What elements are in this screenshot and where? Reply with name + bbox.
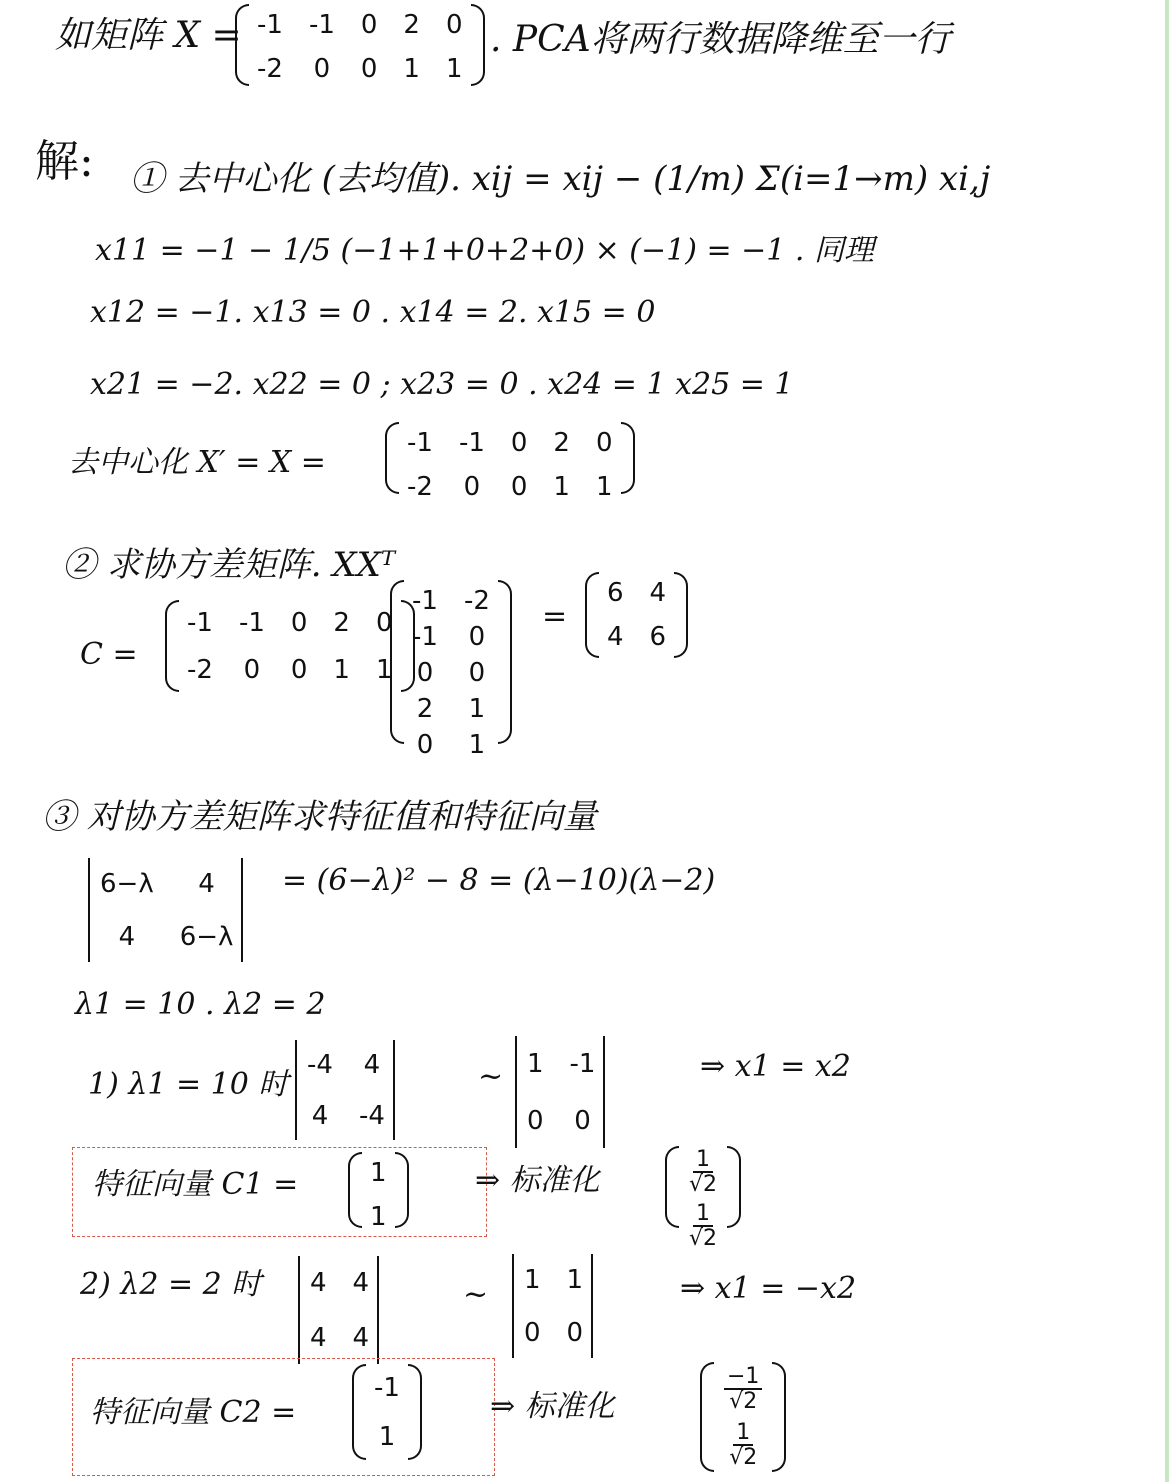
step2-left-matrix — [165, 600, 415, 692]
case2-vector-label: 特征向量 C2 = — [90, 1395, 297, 1430]
matrix-cell: -1 — [257, 10, 283, 40]
bracket-right — [621, 422, 635, 494]
matrix-cell: 0 — [527, 1105, 544, 1136]
matrix-cell: 1 — [468, 730, 486, 760]
case2-implies: ⇒ x1 = −x2 — [680, 1271, 857, 1306]
matrix-cell: 6 — [607, 578, 624, 608]
bracket-left — [165, 600, 179, 692]
bracket-left — [235, 4, 249, 86]
matrix-cell: 1 — [370, 1158, 387, 1188]
bracket-right — [772, 1362, 786, 1472]
case1-label: 1) λ1 = 10 时 — [88, 1067, 289, 1102]
step2-c-label: C = — [80, 637, 138, 672]
matrix-cell: 0 — [313, 54, 331, 84]
matrix-cell: 0 — [243, 654, 261, 685]
fraction-numerator: 1 — [693, 1202, 713, 1227]
matrix-cell: 4 — [118, 921, 136, 952]
bracket-left — [385, 422, 399, 494]
matrix-cell: 4 — [607, 622, 624, 652]
matrix-cell: 2 — [416, 694, 434, 724]
matrix-cell: -1 — [569, 1048, 596, 1079]
matrix-cell: -2 — [187, 654, 213, 685]
step1-row2: x21 = −2. x22 = 0 ; x23 = 0 . x24 = 1 x25 = 1 — [90, 367, 794, 402]
bracket-right — [393, 1040, 397, 1140]
case2-matrix — [298, 1256, 381, 1364]
fraction-numerator: −1 — [724, 1365, 762, 1390]
case2-reduced-matrix — [512, 1254, 595, 1358]
bracket-right — [241, 858, 245, 962]
step1-result-matrix — [385, 422, 635, 502]
matrix-cell: 1 — [378, 1421, 396, 1452]
matrix-cell: 1 — [445, 54, 463, 84]
step3-eigenvalues: λ1 = 10 . λ2 = 2 — [75, 987, 326, 1022]
fraction-numerator: 1 — [733, 1421, 753, 1446]
step1-heading: ① 去中心化 (去均值). xij = xij − (1/m) Σ(i=1→m) xi,j — [130, 159, 991, 199]
matrix-cell: 2 — [333, 607, 350, 638]
matrix-cell: 0 — [416, 658, 434, 688]
matrix-cell: 4 — [649, 578, 667, 608]
question-matrix — [235, 4, 485, 86]
matrix-cell: 1 — [527, 1048, 544, 1079]
matrix-cell: 2 — [553, 428, 570, 458]
matrix-cell: -1 — [407, 428, 433, 458]
bracket-right — [674, 572, 688, 658]
matrix-cell: 0 — [360, 54, 378, 84]
matrix-cell: 1 — [524, 1264, 541, 1295]
case2-label: 2) λ2 = 2 时 — [80, 1267, 262, 1302]
bracket-left — [585, 572, 599, 658]
step1-calc: x11 = −1 − 1/5 (−1+1+0+2+0) × (−1) = −1 . 同理 — [95, 233, 874, 268]
case1-normalize-label: ⇒ 标准化 — [475, 1163, 600, 1198]
step1-result-label: 去中心化 X′ = X = — [68, 445, 326, 480]
matrix-cell: 0 — [510, 472, 528, 502]
matrix-cell: 4 — [352, 1267, 370, 1298]
case1-vector — [348, 1152, 409, 1232]
matrix-cell: 4 — [363, 1049, 381, 1080]
matrix-cell: 4 — [310, 1267, 327, 1298]
matrix-cell: -1 — [412, 586, 438, 616]
page-edge-strip — [1165, 0, 1169, 1482]
matrix-cell: -1 — [374, 1372, 400, 1403]
step3-det-expansion: = (6−λ)² − 8 = (λ−10)(λ−2) — [282, 863, 716, 898]
matrix-cell: 1 — [370, 1202, 387, 1232]
matrix-cell: 6−λ — [179, 921, 234, 952]
matrix-cell: -1 — [412, 622, 438, 652]
matrix-cell: 0 — [290, 654, 308, 685]
bracket-right — [395, 1152, 409, 1228]
matrix-cell: 0 — [524, 1317, 541, 1348]
case2-normalized-vector — [700, 1362, 786, 1472]
fraction-denominator: √2 — [689, 1172, 718, 1198]
matrix-cell: 1 — [553, 472, 570, 502]
fraction-denominator: √2 — [729, 1389, 758, 1414]
matrix-cell: -2 — [407, 472, 433, 502]
matrix-cell: 1 — [403, 54, 420, 84]
fraction — [689, 1202, 717, 1250]
step2-result-matrix — [585, 572, 688, 658]
step1-row1: x12 = −1. x13 = 0 . x14 = 2. x15 = 0 — [90, 295, 656, 330]
fraction — [689, 1148, 717, 1196]
step2-equals: = — [542, 599, 568, 634]
matrix-cell: 4 — [198, 868, 215, 899]
matrix-cell: -2 — [463, 586, 490, 616]
matrix-cell: -2 — [257, 54, 283, 84]
case1-vector-label: 特征向量 C1 = — [92, 1167, 299, 1202]
matrix-cell: 1 — [468, 694, 486, 724]
case1-reduced-matrix — [515, 1036, 607, 1148]
matrix-cell: 0 — [510, 428, 528, 458]
matrix-cell: 0 — [468, 622, 486, 652]
fraction-numerator: 1 — [693, 1148, 713, 1173]
matrix-cell: 2 — [403, 10, 420, 40]
matrix-cell: 4 — [352, 1322, 370, 1353]
matrix-cell: 4 — [311, 1100, 329, 1131]
question-task: . PCA将两行数据降维至一行 — [490, 19, 951, 60]
matrix-cell: 0 — [416, 730, 434, 760]
step3-determinant — [88, 858, 245, 962]
bracket-right — [603, 1036, 607, 1148]
matrix-cell: 0 — [360, 10, 378, 40]
matrix-cell: -4 — [307, 1049, 333, 1080]
solution-label: 解: — [35, 136, 94, 187]
case1-matrix — [295, 1040, 397, 1140]
bracket-left — [665, 1146, 679, 1228]
case2-vector — [352, 1364, 422, 1460]
matrix-cell: 0 — [574, 1105, 591, 1136]
step2-heading: ② 求协方差矩阵. XXᵀ — [62, 545, 396, 585]
matrix-cell: 0 — [468, 658, 486, 688]
matrix-cell: 6−λ — [100, 868, 154, 899]
case2-normalize-label: ⇒ 标准化 — [490, 1389, 615, 1424]
matrix-cell: 0 — [566, 1317, 584, 1348]
fraction-denominator: √2 — [729, 1445, 758, 1470]
matrix-cell: -1 — [187, 607, 213, 638]
case1-normalized-vector — [665, 1146, 741, 1252]
matrix-cell: 0 — [290, 607, 308, 638]
matrix-cell: 1 — [595, 472, 613, 502]
bracket-left — [700, 1362, 714, 1472]
matrix-cell: 1 — [333, 654, 350, 685]
fraction — [729, 1421, 757, 1469]
bracket-left — [390, 580, 404, 744]
fraction — [724, 1365, 762, 1413]
matrix-cell: 1 — [375, 654, 393, 685]
bracket-right — [471, 4, 485, 86]
question-text: 如矩阵 X = — [55, 15, 242, 56]
bracket-right — [408, 1364, 422, 1460]
case1-implies: ⇒ x1 = x2 — [700, 1049, 851, 1084]
fraction-denominator: √2 — [689, 1226, 718, 1252]
bracket-right — [377, 1256, 381, 1364]
matrix-cell: 6 — [649, 622, 667, 652]
bracket-right — [498, 580, 512, 744]
matrix-cell: 0 — [375, 607, 393, 638]
matrix-cell: -1 — [238, 607, 265, 638]
step3-heading: ③ 对协方差矩阵求特征值和特征向量 — [42, 797, 597, 837]
matrix-cell: 0 — [595, 428, 613, 458]
bracket-right — [727, 1146, 741, 1228]
bracket-left — [348, 1152, 362, 1228]
matrix-cell: -1 — [458, 428, 485, 458]
matrix-cell: 0 — [463, 472, 481, 502]
case2-tilde: ~ — [463, 1277, 489, 1312]
case1-tilde: ~ — [478, 1059, 504, 1094]
step2-right-matrix — [390, 580, 512, 760]
matrix-cell: 1 — [566, 1264, 584, 1295]
matrix-cell: 0 — [445, 10, 463, 40]
matrix-cell: -4 — [358, 1100, 385, 1131]
bracket-left — [352, 1364, 366, 1460]
matrix-cell: -1 — [308, 10, 335, 40]
matrix-cell: 4 — [310, 1322, 327, 1353]
bracket-right — [591, 1254, 595, 1358]
